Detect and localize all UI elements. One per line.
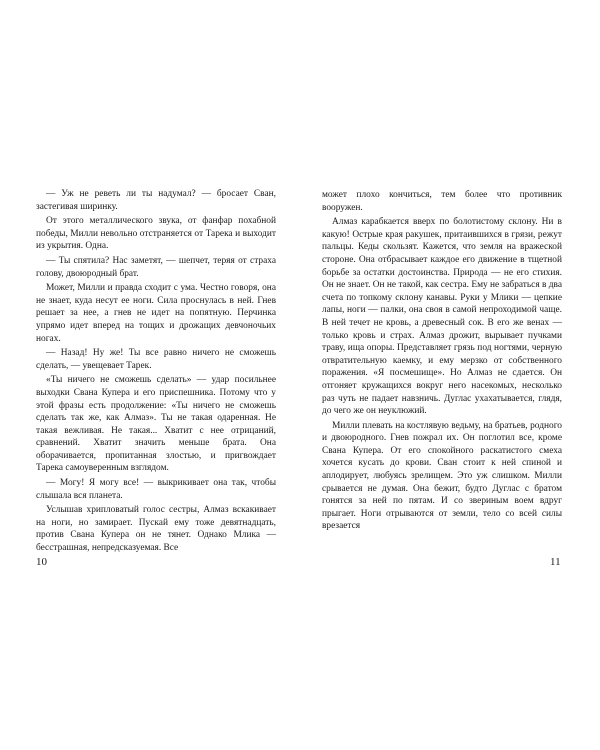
right-page-text <box>322 189 562 535</box>
page-number-left: 10 <box>36 556 47 568</box>
paragraph: Может, Милли и правда сходит с ума. Честно говоря, она не знает, куда несут ее ноги. Сила проснулась в ней. Гнев решает за нее, а гнев не идет на попятную. Перчинка упрямо идет вперед на тощих и дрожащих девчоночьих ногах. <box>36 283 276 344</box>
page-number-right: 11 <box>550 556 561 568</box>
paragraph: — Уж не реветь ли ты надумал? — бросает Сван, застегивая ширинку. <box>36 189 276 212</box>
paragraph-continued: может плохо кончиться, тем более что противник вооружен. <box>322 190 562 213</box>
paragraph: От этого металлического звука, от фанфар похабной победы, Милли невольно отстраняется от Тарека и выходит из укрытия. Одна. <box>36 216 276 252</box>
paragraph: «Ты ничего не сможешь сделать» — удар посильнее выходки Свана Купера и его приспешника. Потому что у этой фразы есть продолжение: «Ты ничего не сможешь сделать так же, как Алмаз». Ты не такая одаренная. Не такая вежливая. Не такая... Хватит с нее отрицаний, сравнений. Хватит значить меньше брата. Она оборачивается, пропитанная злостью, и пригвождает Тарека самоуверенным взглядом. <box>36 375 276 474</box>
paragraph: — Могу! Я могу все! — выкрикивает она так, чтобы слышала вся планета. <box>36 478 276 501</box>
paragraph: — Назад! Ну же! Ты все равно ничего не сможешь сделать, — увещевает Тарек. <box>36 348 276 371</box>
left-page-text <box>36 188 276 557</box>
paragraph: Услышав хрипловатый голос сестры, Алмаз вскакивает на ноги, но замирает. Пускай ему тоже девятнадцать, против Свана Купера он не тянет. Однако Млика — бесстрашная, непредсказуемая. Все <box>36 505 276 554</box>
paragraph: Алмаз карабкается вверх по болотистому склону. Ни в какую! Острые края ракушек, притаившихся в грязи, режут пальцы. Кеды скользят. Кажется, что земля на вражеской стороне. Она отбрасывает каждое его движение в тщетной борьбе за остатки достоинства. Природа — не его стихия. Он не знает. Он не такой, как сестра. Ему не забраться в два счета по топкому склону канавы. Руки у Млики — цепкие лапы, ноги — палки, она своя в самой непроходимой чаще. В ней течет не кровь, а древесный сок. В его же венах — только кровь и страх. Алмаз дрожит, вырывает пучками траву, ища опоры. Представляет грязь под ногтями, черную отвратительную каемку, и ему мерзко от собственного поражения. «Я посмешище». Но Алмаз не сдается. Он отгоняет кружащихся вокруг него насекомых, несколько раз чуть не падает навзничь. Дуглас ухахатывается, глядя, до чего же он неуклюжий. <box>322 217 562 417</box>
paragraph: Милли плевать на костлявую ведьму, на братьев, родного и двоюродного. Гнев пожрал их. Он поглотил все, кроме Свана Купера. От его спокойного раскатистого смеха хочется кусать до крови. Сван стоит к ней спиной и аплодирует, любуясь зрелищем. Это уж слишком. Милли срывается не думая. Она бежит, будто Дуглас с братом гонятся за ней по пятам. И со звериным воем вдруг прыгает. Ноги отрываются от земли, тело со всей силы врезается <box>322 420 562 532</box>
paragraph: — Ты спятила? Нас заметят, — шепчет, теряя от страха голову, двоюродный брат. <box>36 255 276 279</box>
